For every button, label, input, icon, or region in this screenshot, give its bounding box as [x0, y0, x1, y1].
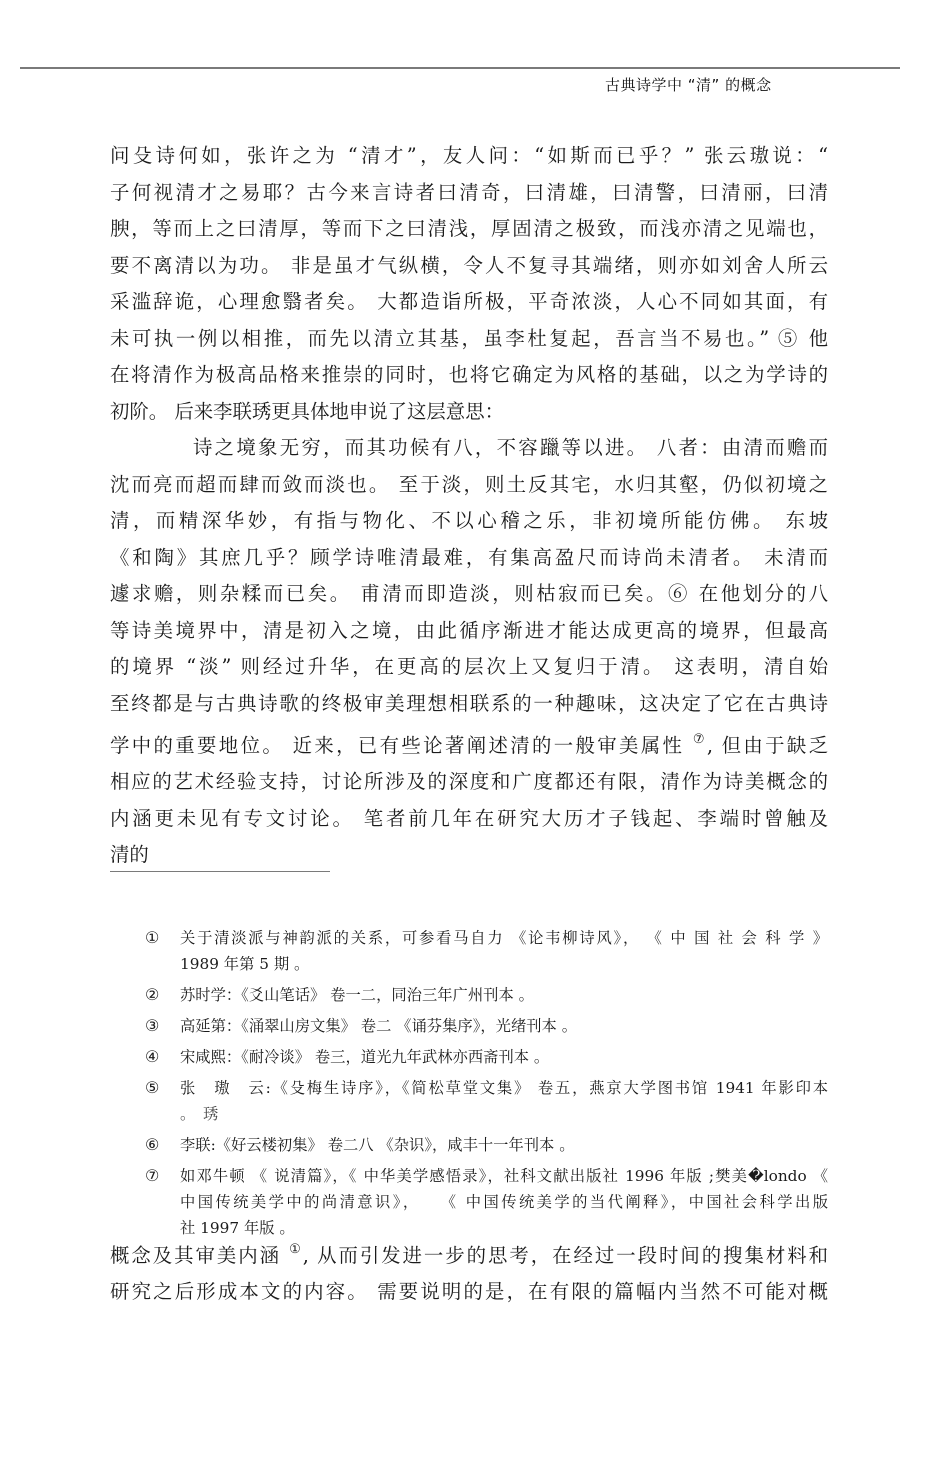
text-line: 至终都是与古典诗歌的终极审美理想相联系的一种趣味，这决定了它在古典诗: [110, 691, 828, 715]
text-line: 腴，等而上之曰清厚，等而下之曰清浅，厚固清之极致，而浅亦清之见端也，: [110, 217, 828, 240]
footnote-4: [145, 1044, 828, 1070]
footnote-ref-1[interactable]: ①: [289, 1242, 303, 1257]
body-paragraph-continued: [110, 1232, 828, 1311]
footnote-7: [145, 1163, 828, 1241]
header-rule: [20, 67, 900, 69]
text-line-with-footnote-ref: 学中的重要地位。 近来，已有些论著阐述清的一般审美属性 ⑦, 但由于缺乏: [110, 732, 828, 757]
footnote-text: 张 璈 云:《殳梅生诗序》，《简松草堂文集》 卷五，燕京大学图书馆 1941 年影印本: [180, 1079, 828, 1097]
text-line: 要不离清以为功。 非是虽才气纵横，令人不复寻其端绪，则亦如刘舍人所云: [110, 253, 828, 277]
text-line: 相应的艺术经验支持，讨论所涉及的深度和广度都还有限，清作为诗美概念的: [110, 770, 828, 793]
text-line: 的境界 “淡” 则经过升华，在更高的层次上又复归于清。 这表明，清自始: [110, 655, 828, 678]
footnote-ref-7[interactable]: ⑦: [692, 732, 707, 747]
footnote-6: [145, 1132, 828, 1158]
footnote-marker: ②: [145, 985, 160, 1004]
footnote-text: 高延第：《涌翠山房文集》 卷二 《诵芬集序》，光绪刊本 。: [180, 1017, 578, 1035]
footnote-text: 李联:《好云楼初集》 卷二八 《杂识》，咸丰十一年刊本 。: [180, 1136, 575, 1154]
footnote-text: 如邓牛顿 《 说清篇》，《 中华美学感悟录》，社科文献出版社 1996 年版 ;樊美�londo 《: [180, 1167, 828, 1185]
body-paragraph-1: [110, 138, 828, 874]
text-line: 子何视清才之易耶？古今来言诗者曰清奇，曰清雄，曰清警，曰清丽，曰清: [110, 180, 828, 204]
footnote-text: 宋咸熙：《耐冷谈》 卷三，道光九年武林亦西斋刊本 。: [180, 1048, 550, 1066]
text-line: 内涵更未见有专文讨论。 笔者前几年在研究大历才子钱起、李端时曾触及: [110, 806, 828, 830]
running-title: 古典诗学中 “清” 的概念: [605, 76, 772, 94]
footnote-text: 中国传统美学中的尚清意识》， 《 中国传统美学的当代阐释》，中国社会科学出版: [180, 1193, 828, 1211]
footnote-text: 社 1997 年版 。: [180, 1219, 295, 1237]
text-line-with-footnote-ref: 概念及其审美内涵 ①, 从而引发进一步的思考，在经过一段时间的搜集材料和: [110, 1242, 828, 1267]
footnote-marker: ⑥: [145, 1135, 160, 1154]
footnote-1: [145, 925, 828, 977]
text-line: 研究之后形成本文的内容。 需要说明的是，在有限的篇幅内当然不可能对概: [110, 1280, 828, 1303]
footnote-text: 关于清淡派与神韵派的关系，可参看马自力 《论韦柳诗风》， 《 中 国 社 会 科 学 》: [180, 929, 828, 947]
text-line: 遽求赡，则杂糅而已矣。 甫清而即造淡，则枯寂而已矣。⑥ 在他划分的八: [110, 582, 828, 605]
text-line: 未可执一例以相推，而先以清立其基，虽李杜复起，吾言当不易也。” ⑤ 他: [110, 326, 828, 350]
text-line: 问殳诗何如，张许之为 “清才”，友人问：“如斯而已乎？” 张云璈说：“: [110, 144, 828, 167]
text-line: 采滥辞诡，心理愈翳者矣。 大都造诣所极，平奇浓淡，人心不同如其面，有: [110, 290, 828, 313]
footnote-5: [145, 1075, 828, 1127]
footnote-text: 苏时学：《爻山笔话》 卷一二，同治三年广州刊本 。: [180, 986, 534, 1004]
footnote-2: [145, 982, 828, 1008]
footnote-marker: ④: [145, 1047, 160, 1066]
text-line: 《和陶》其庶几乎？顾学诗唯清最难，有集高盈尺而诗尚未清者。 未清而: [110, 545, 828, 569]
text-line: 初阶。 后来李联琇更具体地申说了这层意思：: [110, 399, 504, 423]
text-line: 等诗美境界中，清是初入之境，由此循序渐进才能达成更高的境界，但最高: [110, 618, 828, 642]
footnote-text: 。 琇: [180, 1105, 219, 1123]
footnote-separator: [110, 871, 330, 872]
text-line: 在将清作为极高品格来推崇的同时，也将它确定为风格的基础，以之为学诗的: [110, 363, 828, 386]
footnote-marker: ①: [145, 928, 160, 947]
footnote-marker: ③: [145, 1016, 160, 1035]
quote-line: 诗之境象无穷，而其功候有八，不容躐等以进。 八者：由清而赡而: [193, 436, 828, 459]
footnotes: [145, 925, 828, 1246]
text-line: 沈而亮而超而肆而敛而淡也。 至于淡，则土反其宅，水归其壑，仍似初境之: [110, 472, 828, 496]
footnote-text: 1989 年第 5 期 。: [180, 955, 310, 973]
text-line: 清，而精深华妙，有指与物化、不以心稽之乐，非初境所能仿佛。 东坡: [110, 509, 828, 532]
footnote-3: [145, 1013, 828, 1039]
footnote-marker: ⑦: [145, 1166, 160, 1185]
footnote-marker: ⑤: [145, 1078, 160, 1097]
text-line: 清的: [110, 843, 149, 866]
